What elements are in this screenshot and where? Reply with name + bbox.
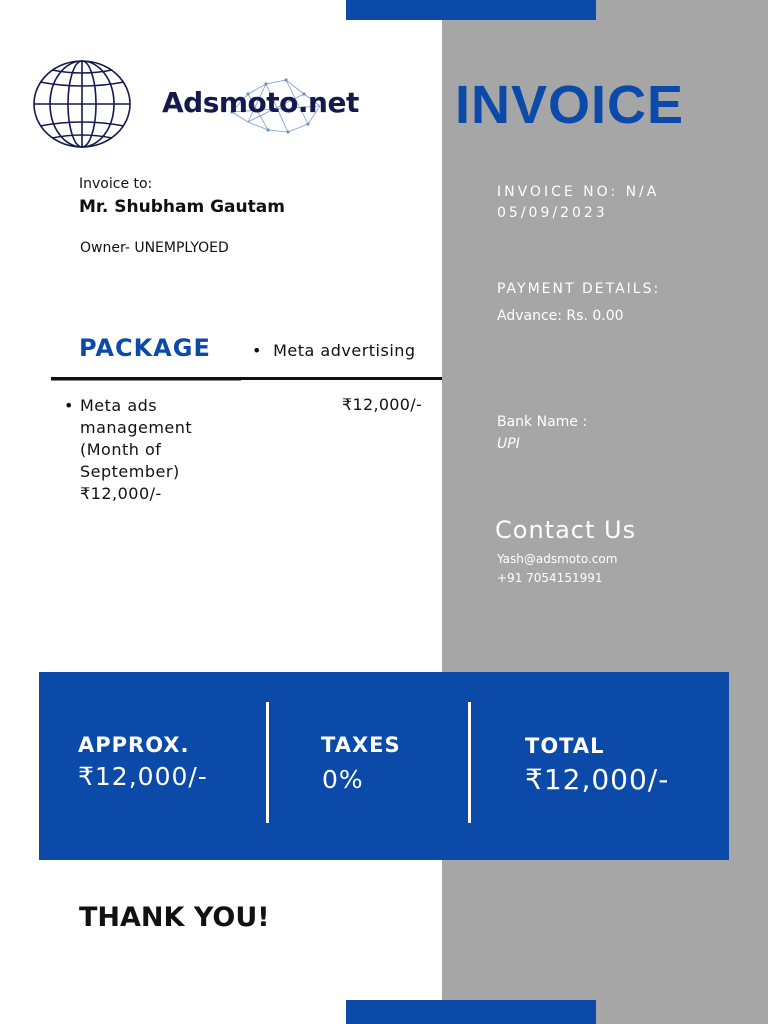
payment-details-header: PAYMENT DETAILS: xyxy=(497,281,661,297)
item-line: (Month of xyxy=(80,440,162,459)
bottom-accent-bar xyxy=(346,1000,596,1024)
bank-name-label: Bank Name : xyxy=(497,414,588,430)
bullet: • xyxy=(64,396,74,415)
globe-icon xyxy=(30,58,134,150)
item-line: Meta ads xyxy=(80,396,158,415)
item-line: September) xyxy=(80,462,180,481)
invoice-to-label: Invoice to: xyxy=(79,176,153,192)
package-type: • Meta advertising xyxy=(252,341,416,360)
client-name: Mr. Shubham Gautam xyxy=(79,197,285,217)
taxes-value: 0% xyxy=(322,765,364,794)
item-description xyxy=(80,395,240,505)
brand-name: Adsmoto.net xyxy=(162,86,359,119)
total-value: ₹12,000/- xyxy=(525,763,670,796)
taxes-label: TAXES xyxy=(321,733,401,757)
totals-divider xyxy=(266,702,269,823)
item-line: ₹12,000/- xyxy=(80,484,162,503)
item-price: ₹12,000/- xyxy=(342,395,423,414)
side-panel xyxy=(442,0,768,1024)
total-label: TOTAL xyxy=(525,734,605,758)
client-role: Owner- UNEMPLYOED xyxy=(80,240,229,256)
top-accent-bar xyxy=(346,0,596,20)
thank-you-text: THANK YOU! xyxy=(79,902,270,933)
invoice-title: INVOICE xyxy=(455,75,685,135)
contact-phone[interactable]: +91 7054151991 xyxy=(497,571,603,585)
approx-label: APPROX. xyxy=(78,733,190,757)
package-type-label: Meta advertising xyxy=(273,341,416,360)
contact-header: Contact Us xyxy=(495,516,637,544)
package-divider-shadow xyxy=(51,380,241,381)
advance-amount: Advance: Rs. 0.00 xyxy=(497,308,624,324)
approx-value: ₹12,000/- xyxy=(78,762,208,791)
totals-divider xyxy=(468,702,471,823)
contact-email[interactable]: Yash@adsmoto.com xyxy=(497,552,618,566)
invoice-number: INVOICE NO: N/A xyxy=(497,184,660,200)
package-title: PACKAGE xyxy=(79,334,211,362)
invoice-date: 05/09/2023 xyxy=(497,205,608,221)
bank-name-value: UPI xyxy=(497,436,520,452)
item-line: management xyxy=(80,418,193,437)
